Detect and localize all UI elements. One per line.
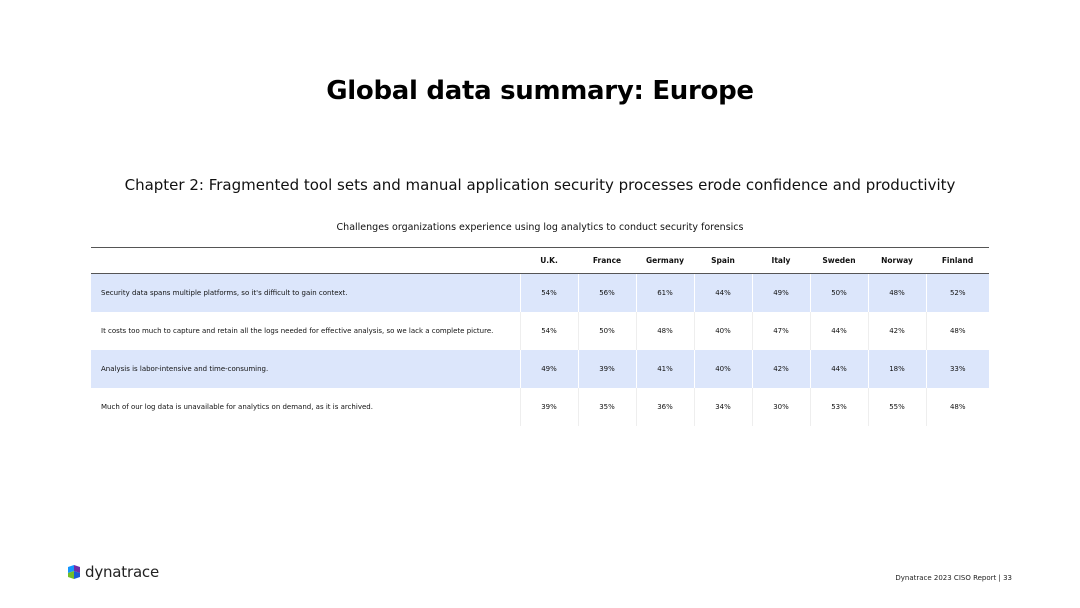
- column-header-italy: Italy: [752, 248, 810, 274]
- table-cell: 54%: [520, 312, 578, 350]
- table-cell: 39%: [578, 350, 636, 388]
- table-cell: 47%: [752, 312, 810, 350]
- table-cell: 44%: [810, 350, 868, 388]
- table-cell: 49%: [520, 350, 578, 388]
- column-header-finland: Finland: [926, 248, 989, 274]
- table-cell: 48%: [926, 388, 989, 426]
- table-cell: 39%: [520, 388, 578, 426]
- column-header-france: France: [578, 248, 636, 274]
- table-cell: 33%: [926, 350, 989, 388]
- table-cell: 56%: [578, 274, 636, 313]
- table-row: [91, 388, 989, 426]
- table-row: [91, 274, 989, 313]
- row-label: Much of our log data is unavailable for analytics on demand, as it is archived.: [101, 403, 373, 411]
- table-cell: 48%: [868, 274, 926, 313]
- table-row: [91, 350, 989, 388]
- dynatrace-logo: [66, 563, 159, 581]
- table-header-row: [91, 248, 989, 274]
- data-table: [91, 247, 989, 426]
- table-cell: 42%: [752, 350, 810, 388]
- table-cell: 40%: [694, 312, 752, 350]
- table-cell: 42%: [868, 312, 926, 350]
- table-cell: 55%: [868, 388, 926, 426]
- table-cell: 40%: [694, 350, 752, 388]
- table-cell: 44%: [694, 274, 752, 313]
- footer-note: Dynatrace 2023 CISO Report | 33: [895, 574, 1012, 582]
- dynatrace-logo-icon: [66, 564, 82, 580]
- table-cell: 34%: [694, 388, 752, 426]
- column-header-uk: U.K.: [520, 248, 578, 274]
- table-cell: 36%: [636, 388, 694, 426]
- column-header-norway: Norway: [868, 248, 926, 274]
- header-empty: [91, 248, 520, 274]
- table-cell: 54%: [520, 274, 578, 313]
- table-caption: Challenges organizations experience using log analytics to conduct security forensics: [336, 222, 744, 233]
- table-cell: 50%: [578, 312, 636, 350]
- row-label: It costs too much to capture and retain all the logs needed for effective analysis, so we lack a complete picture.: [101, 327, 494, 335]
- table-cell: 61%: [636, 274, 694, 313]
- row-label: Analysis is labor-intensive and time-consuming.: [91, 350, 520, 388]
- table-cell: 18%: [868, 350, 926, 388]
- column-header-sweden: Sweden: [810, 248, 868, 274]
- table-cell: 44%: [810, 312, 868, 350]
- table-cell: 48%: [926, 312, 989, 350]
- column-header-germany: Germany: [636, 248, 694, 274]
- row-label: Security data spans multiple platforms, so it's difficult to gain context.: [91, 274, 520, 313]
- table-cell: 35%: [578, 388, 636, 426]
- table-cell: 48%: [636, 312, 694, 350]
- chapter-subtitle: Chapter 2: Fragmented tool sets and manual application security processes erode confidence and productivity: [124, 176, 956, 194]
- table-cell: 53%: [810, 388, 868, 426]
- logo-text: dynatrace: [85, 563, 160, 581]
- table-cell: 41%: [636, 350, 694, 388]
- table-cell: 30%: [752, 388, 810, 426]
- table-cell: 52%: [926, 274, 989, 313]
- table-cell: 49%: [752, 274, 810, 313]
- table-cell: 50%: [810, 274, 868, 313]
- column-header-spain: Spain: [694, 248, 752, 274]
- table-row: [91, 312, 989, 350]
- page-title: Global data summary: Europe: [326, 76, 754, 106]
